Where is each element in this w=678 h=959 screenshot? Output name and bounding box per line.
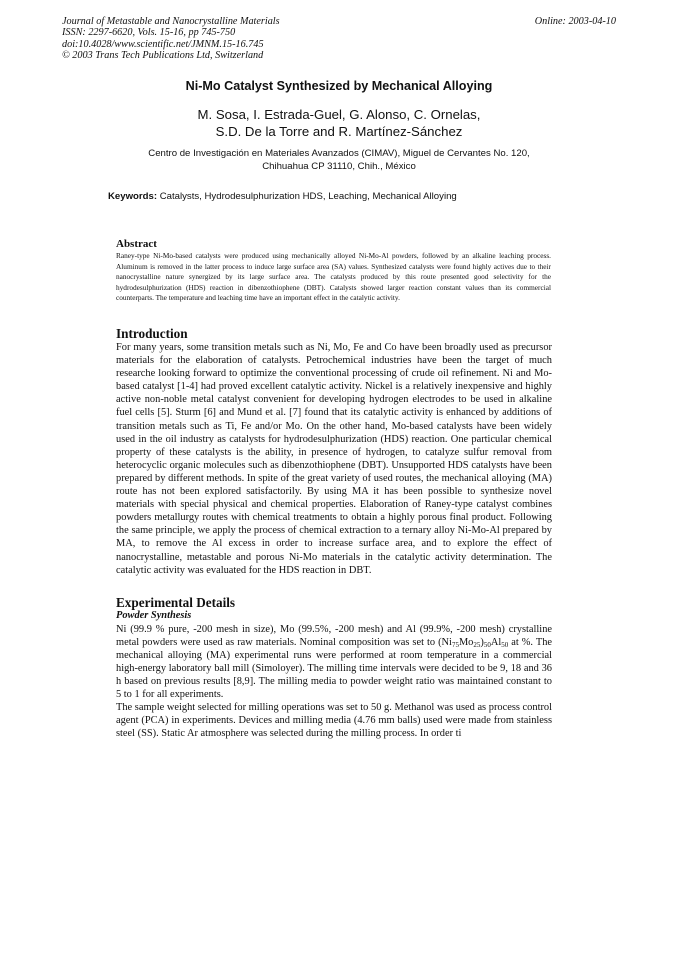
subscript-al: 50	[501, 641, 509, 650]
authors	[0, 107, 678, 140]
exp-text-b: Mo	[458, 637, 474, 649]
exp-text-d: Al	[490, 637, 502, 649]
keywords	[108, 191, 457, 202]
abstract-heading: Abstract	[116, 238, 157, 250]
introduction-text: For many years, some transition metals such as Ni, Mo, Fe and Co have been broadly used as precursor materials for the elaboration of catalysts. Petrochemical industries have been the target of much researche looking forward to optimize the conventional processing of crude oil refinement. Ni and Mo-based catalyst [1-4] had proved excellent catalytic activity. Nickel is a relatively inexpensive and highly active non-noble metal catalyst convenient for developing hydrogen electrodes to be used in alkaline fuel cells [5]. Sturm [6] and Mund et al. [7] found that its catalytic activity is enhanced by additions of transition metals such as Ti, Fe and/or Mo. On the other hand, Mo-based catalysts have been widely used in the oil industry as catalysts for hydrodesulphurization (HDS) reaction. One particular chemical property of these catalysts is the ability, in presence of hydrogen, to catalyze sulfur removal from heterocyclic organic molecules such as dibenzothiophene (DBT). Unsupported HDS catalysts have been prepared by different methods. In spite of the great variety of used routes, the mechanical alloying (MA) route has not been explored satisfactorily. By using MA it has been possible to synthesize novel materials with special physical and chemical properties. Elaboration of Raney-type catalyst combines powders metallurgy routes with chemical treatments to obtain a highly porous final product. Following the same principle, we apply the process of chemical extraction to a ternary alloy Ni-Mo-Al prepared by MA, to remove the Al excess in order to increase surface area, and to explore the effect of nanocrystalline, metastable and porous Ni-Mo materials in the catalytic activity determination. The catalytic activity was evaluated for the HDS reaction in DBT.	[116, 342, 552, 576]
affiliation	[0, 147, 678, 173]
experimental-paragraph-1	[116, 623, 552, 702]
subscript-group: 50	[483, 641, 491, 650]
affiliation-line-2: Chihuahua CP 31110, Chih., México	[262, 161, 416, 172]
exp-text-a: Ni (99.9 % pure, -200 mesh in size), Mo (99.5%, -200 mesh) and Al (99.9%, -200 mesh) crystalline metal powders were used as raw materials. Nominal composition was set to (Ni	[116, 624, 552, 649]
experimental-heading: Experimental Details	[116, 595, 236, 610]
exp-text-e: at %. The mechanical alloying (MA) experimental runs were performed at room temperature in a commercial high-energy laboratory ball mill (Simoloyer). The milling time intervals were decided to be 9, 18 and 36 h based on previous results [8,9]. The milling media to powder weight ratio was maintained constant to 5 to 1 for all experiments.	[116, 637, 552, 701]
affiliation-line-1: Centro de Investigación en Materiales Avanzados (CIMAV), Miguel de Cervantes No. 120,	[148, 148, 530, 159]
experimental-paragraph-2: The sample weight selected for milling operations was set to 50 g. Methanol was used as process control agent (PCA) in experiments. Devices and milling media (4.76 mm balls) used were made from stainless steel (SS). Static Ar atmosphere was selected during the milling process. In order ti	[116, 702, 552, 740]
exp-text-c: )	[480, 637, 484, 649]
keywords-label: Keywords:	[108, 191, 158, 202]
authors-line-2: S.D. De la Torre and R. Martínez-Sánchez	[215, 123, 463, 139]
journal-name: Journal of Metastable and Nanocrystalline Materials	[62, 16, 280, 27]
keywords-text: Catalysts, Hydrodesulphurization HDS, Leaching, Mechanical Alloying	[159, 191, 457, 202]
powder-synthesis-subheading: Powder Synthesis	[116, 610, 192, 621]
online-date: Online: 2003-04-10	[534, 16, 616, 27]
subscript-ni: 75	[451, 641, 459, 650]
subscript-mo: 25	[473, 641, 481, 650]
issn: ISSN: 2297-6620, Vols. 15-16, pp 745-750	[62, 27, 236, 39]
authors-line-1: M. Sosa, I. Estrada-Guel, G. Alonso, C. Ornelas,	[197, 107, 481, 122]
abstract-text: Raney-type Ni-Mo-based catalysts were produced using mechanically alloyed Ni-Mo-Al powders, followed by an alkaline leaching process. Aluminum is removed in the latter process to induce large surface area (SA) values. Synthesized catalysts were found highly actives due to their nanocrystalline nature synergized by its large surface area. The catalysts produced by this route presented good selectivity for the hydrodesulphurization (HDS) reaction in dibenzothiophene (DBT). Catalysts showed larger reaction constant values than its commercial counterparts. The temperature and leaching time have an important effect in the catalytic activity.	[116, 251, 551, 303]
doi: doi:10.4028/www.scientific.net/JMNM.15-16.745	[62, 38, 264, 50]
introduction-heading: Introduction	[116, 326, 188, 341]
journal-header	[62, 16, 280, 62]
paper-title: Ni-Mo Catalyst Synthesized by Mechanical Alloying	[185, 79, 493, 93]
copyright: © 2003 Trans Tech Publications Ltd, Switzerland	[62, 50, 264, 62]
